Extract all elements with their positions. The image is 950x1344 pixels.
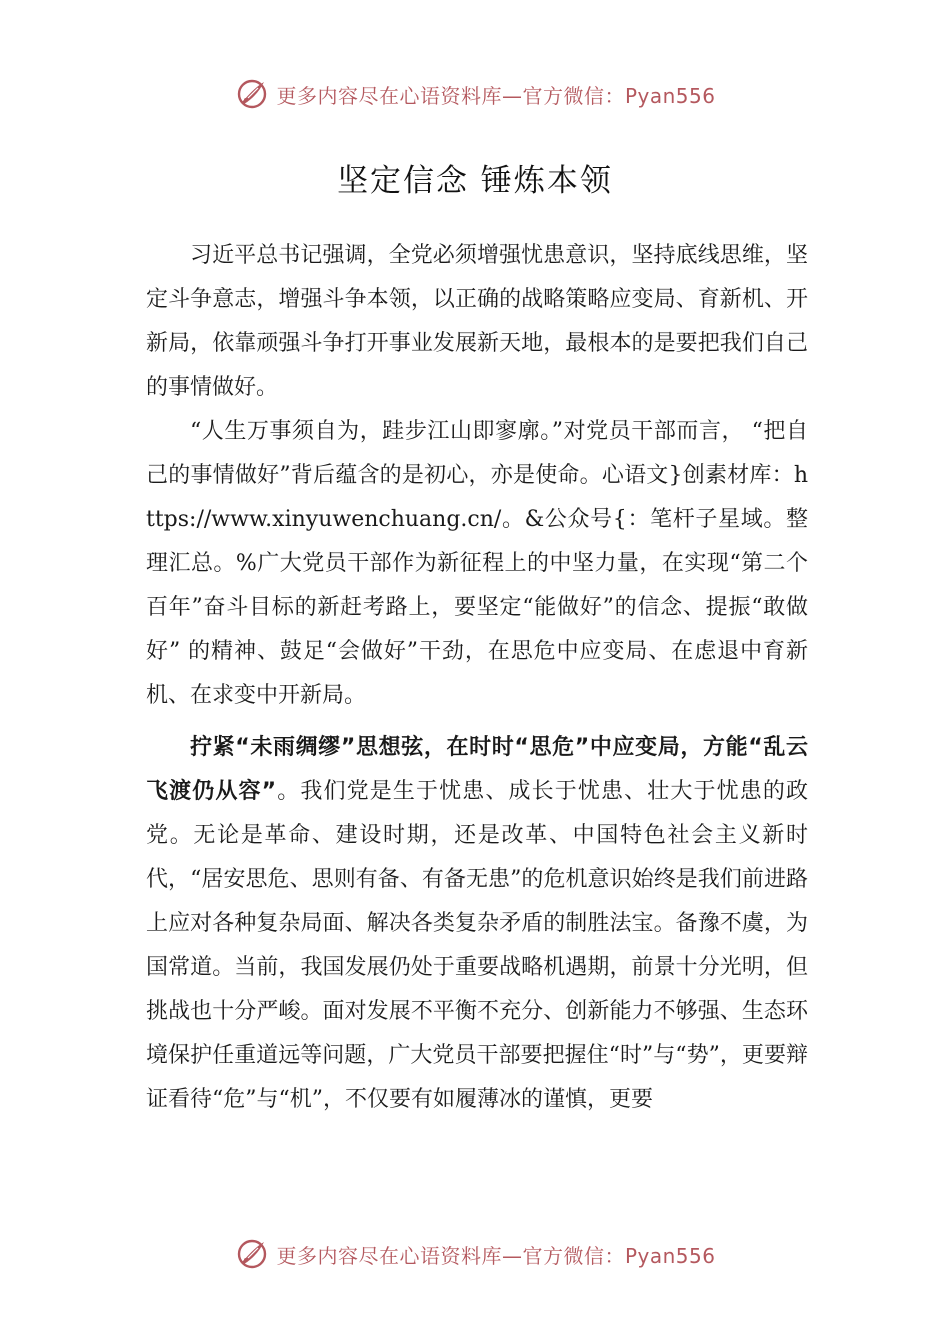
quill-logo-icon: [234, 76, 270, 112]
footer-watermark: [0, 1234, 950, 1274]
document-body: [146, 234, 808, 1122]
document-title: 坚定信念 锤炼本领: [337, 162, 613, 199]
section-lead-heading: 拧紧“未雨绸缪”思想弦，在时时“思危”中应变局，方能“乱云飞渡仍从容”: [146, 735, 808, 804]
section-paragraph: [146, 726, 808, 1122]
section-body-text: 。我们党是生于忧患、成长于忧患、壮大于忧患的政党。无论是革命、建设时期，还是改革、中国特色社会主义新时代，“居安思危、思则有备、有备无患”的危机意识始终是我们前进路上应对各种复杂局面、解决各类复杂矛盾的制胜法宝。备豫不虞，为国常道。当前，我国发展仍处于重要战略机遇期，前景十分光明，但挑战也十分严峻。面对发展不平衡不充分、创新能力不够强、生态环境保护任重道远等问题，广大党员干部要把握住“时”与“势”，更要辩证看待“危”与“机”，不仅要有如履薄冰的谨慎，更要: [146, 779, 808, 1112]
watermark-text: 更多内容尽在心语资料库—官方微信：Pyan556: [276, 1243, 716, 1268]
paragraph-2: “人生万事须自为，跬步江山即寥廓。”对党员干部而言， “把自己的事情做好”背后蕴含的是初心，亦是使命。心语文}创素材库：https://www.xinyuwenchuang.cn/。&公众号{：笔杆子星域。整理汇总。%广大党员干部作为新征程上的中坚力量，在实现“第二个百年”奋斗目标的新赶考路上，要坚定“能做好”的信念、提振“敢做好” 的精神、鼓足“会做好”干劲，在思危中应变局、在虑退中育新机、在求变中开新局。: [146, 419, 808, 708]
paragraph-1: 习近平总书记强调，全党必须增强忧患意识，坚持底线思维，坚定斗争意志，增强斗争本领，以正确的战略策略应变局、育新机、开新局，依靠顽强斗争打开事业发展新天地，最根本的是要把我们自己的事情做好。: [146, 243, 808, 400]
watermark-text: 更多内容尽在心语资料库—官方微信：Pyan556: [276, 83, 716, 108]
header-watermark: [0, 74, 950, 114]
quill-logo-icon: [234, 1236, 270, 1272]
